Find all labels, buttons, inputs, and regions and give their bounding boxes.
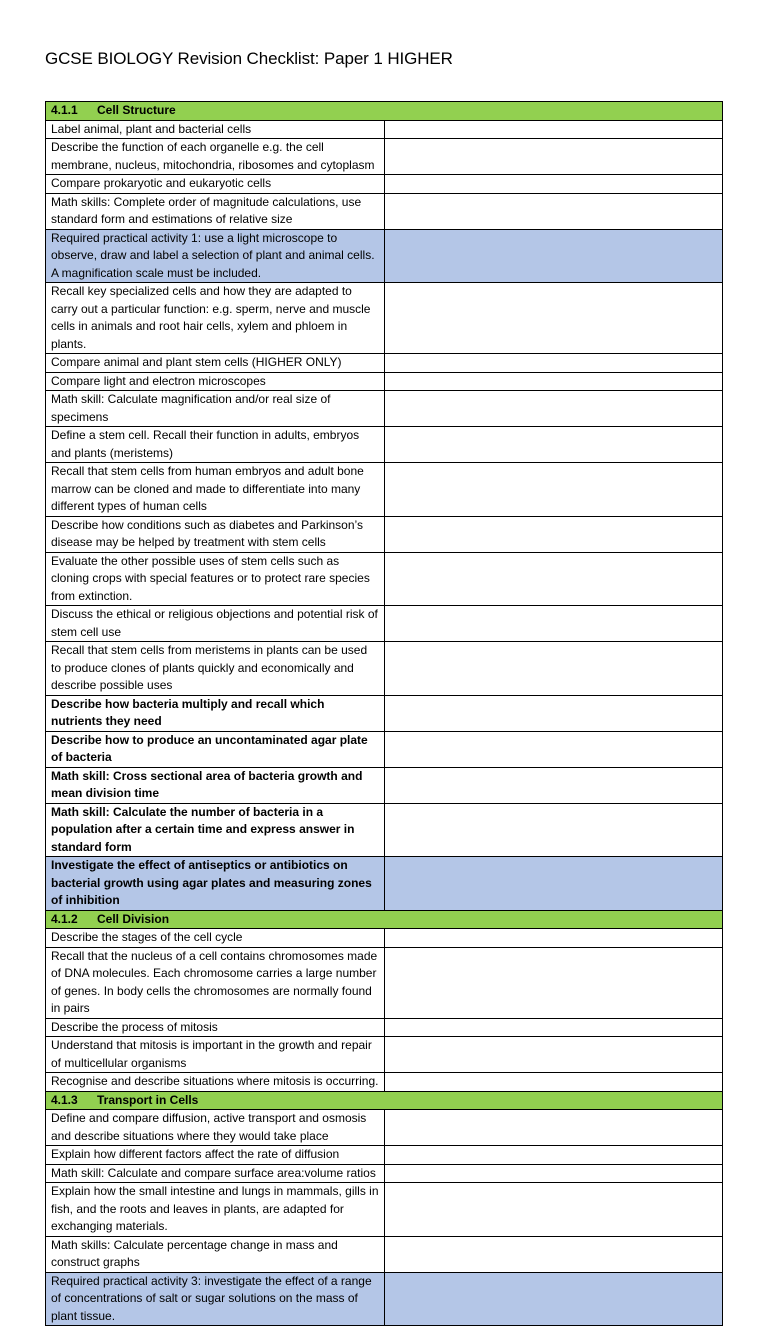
checklist-row — [46, 463, 723, 517]
tick-box-cell[interactable] — [384, 1183, 723, 1237]
checklist-item-text: Compare light and electron microscopes — [46, 372, 385, 391]
checklist-row — [46, 1183, 723, 1237]
checklist-row — [46, 947, 723, 1018]
tick-box-cell[interactable] — [384, 516, 723, 552]
checklist-row — [46, 642, 723, 696]
checklist-item-text: Describe the process of mitosis — [46, 1018, 385, 1037]
tick-box-cell[interactable] — [384, 1110, 723, 1146]
tick-box-cell[interactable] — [384, 695, 723, 731]
tick-box-cell[interactable] — [384, 1018, 723, 1037]
tick-box-cell[interactable] — [384, 427, 723, 463]
checklist-row — [46, 427, 723, 463]
checklist-item-text: Recall key specialized cells and how they are adapted to carry out a particular function: e.g. sperm, nerve and muscle cells in animals and root hair cells, xylem and phloem in plants. — [46, 283, 385, 354]
section-code: 4.1.2 — [51, 911, 78, 926]
checklist-row — [46, 1236, 723, 1272]
section-title: Transport in Cells — [97, 1092, 199, 1107]
checklist-row — [46, 552, 723, 606]
checklist-item-text: Define a stem cell. Recall their function in adults, embryos and plants (meristems) — [46, 427, 385, 463]
section-header-cell — [46, 1091, 723, 1110]
checklist-item-text: Math skill: Calculate the number of bacteria in a population after a certain time and express answer in standard form — [46, 803, 385, 857]
section-header-row — [46, 102, 723, 121]
checklist-item-text: Describe how to produce an uncontaminated agar plate of bacteria — [46, 731, 385, 767]
checklist-item-text: Describe the stages of the cell cycle — [46, 929, 385, 948]
required-practical-row — [46, 1272, 723, 1326]
checklist-row — [46, 391, 723, 427]
checklist-item-text: Required practical activity 3: investigate the effect of a range of concentrations of salt or sugar solutions on the mass of plant tissue. — [46, 1272, 385, 1326]
tick-box-cell[interactable] — [384, 463, 723, 517]
checklist-row — [46, 803, 723, 857]
checklist-item-text: Required practical activity 1: use a light microscope to observe, draw and label a selection of plant and animal cells. A magnification scale must be included. — [46, 229, 385, 283]
checklist-row — [46, 1037, 723, 1073]
checklist-item-text: Discuss the ethical or religious objections and potential risk of stem cell use — [46, 606, 385, 642]
required-practical-row — [46, 857, 723, 911]
tick-box-cell[interactable] — [384, 193, 723, 229]
checklist-row — [46, 1164, 723, 1183]
checklist-item-text: Math skill: Calculate and compare surface area:volume ratios — [46, 1164, 385, 1183]
checklist-row — [46, 929, 723, 948]
section-code: 4.1.1 — [51, 103, 78, 117]
checklist-row — [46, 175, 723, 194]
page-title: GCSE BIOLOGY Revision Checklist: Paper 1 HIGHER — [45, 49, 453, 68]
checklist-item-text: Understand that mitosis is important in the growth and repair of multicellular organisms — [46, 1037, 385, 1073]
checklist-row — [46, 354, 723, 373]
checklist-item-text: Define and compare diffusion, active transport and osmosis and describe situations where they would take place — [46, 1110, 385, 1146]
checklist-item-text: Recognise and describe situations where mitosis is occurring. — [46, 1073, 385, 1092]
tick-box-cell[interactable] — [384, 1236, 723, 1272]
tick-box-cell[interactable] — [384, 139, 723, 175]
section-header-cell — [46, 910, 723, 929]
section-header-row — [46, 910, 723, 929]
checklist-row — [46, 120, 723, 139]
checklist-item-text: Evaluate the other possible uses of stem cells such as cloning crops with special features or to protect rare species from extinction. — [46, 552, 385, 606]
checklist-item-text: Math skill: Cross sectional area of bacteria growth and mean division time — [46, 767, 385, 803]
checklist-row — [46, 1018, 723, 1037]
checklist-row — [46, 1073, 723, 1092]
tick-box-cell[interactable] — [384, 283, 723, 354]
checklist-item-text: Describe how conditions such as diabetes and Parkinson’s disease may be helped by treatment with stem cells — [46, 516, 385, 552]
tick-box-cell[interactable] — [384, 947, 723, 1018]
checklist-row — [46, 731, 723, 767]
checklist-row — [46, 516, 723, 552]
tick-box-cell[interactable] — [384, 1146, 723, 1165]
tick-box-cell[interactable] — [384, 552, 723, 606]
checklist-row — [46, 1146, 723, 1165]
checklist-row — [46, 193, 723, 229]
section-code: 4.1.3 — [51, 1092, 78, 1107]
section-title: Cell Division — [97, 911, 170, 926]
checklist-row — [46, 372, 723, 391]
section-title: Cell Structure — [97, 103, 176, 117]
checklist-item-text: Math skill: Calculate magnification and/or real size of specimens — [46, 391, 385, 427]
required-practical-row — [46, 229, 723, 283]
checklist-item-text: Label animal, plant and bacterial cells — [46, 120, 385, 139]
tick-box-cell[interactable] — [384, 642, 723, 696]
tick-box-cell[interactable] — [384, 372, 723, 391]
tick-box-cell[interactable] — [384, 175, 723, 194]
revision-checklist-table — [45, 101, 723, 1326]
checklist-item-text: Compare prokaryotic and eukaryotic cells — [46, 175, 385, 194]
tick-box-cell[interactable] — [384, 1073, 723, 1092]
checklist-item-text: Recall that stem cells from meristems in plants can be used to produce clones of plants quickly and economically and describe possible uses — [46, 642, 385, 696]
tick-box-cell[interactable] — [384, 120, 723, 139]
checklist-item-text: Explain how different factors affect the rate of diffusion — [46, 1146, 385, 1165]
tick-box-cell[interactable] — [384, 803, 723, 857]
section-header-cell — [46, 102, 723, 121]
checklist-item-text: Recall that the nucleus of a cell contains chromosomes made of DNA molecules. Each chromosome carries a large number of genes. In body cells the chromosomes are normally found in pairs — [46, 947, 385, 1018]
checklist-row — [46, 139, 723, 175]
checklist-row — [46, 1110, 723, 1146]
checklist-item-text: Math skills: Complete order of magnitude calculations, use standard form and estimations of relative size — [46, 193, 385, 229]
checklist-item-text: Investigate the effect of antiseptics or antibiotics on bacterial growth using agar plates and measuring zones of inhibition — [46, 857, 385, 911]
tick-box-cell[interactable] — [384, 606, 723, 642]
checklist-row — [46, 606, 723, 642]
checklist-row — [46, 283, 723, 354]
tick-box-cell[interactable] — [384, 391, 723, 427]
section-header-row — [46, 1091, 723, 1110]
tick-box-cell[interactable] — [384, 767, 723, 803]
checklist-item-text: Math skills: Calculate percentage change in mass and construct graphs — [46, 1236, 385, 1272]
tick-box-cell[interactable] — [384, 1037, 723, 1073]
tick-box-cell[interactable] — [384, 229, 723, 283]
checklist-row — [46, 695, 723, 731]
checklist-item-text: Describe how bacteria multiply and recall which nutrients they need — [46, 695, 385, 731]
checklist-item-text: Explain how the small intestine and lungs in mammals, gills in fish, and the roots and leaves in plants, are adapted for exchanging materials. — [46, 1183, 385, 1237]
checklist-row — [46, 767, 723, 803]
checklist-item-text: Compare animal and plant stem cells (HIGHER ONLY) — [46, 354, 385, 373]
tick-box-cell[interactable] — [384, 1272, 723, 1326]
tick-box-cell[interactable] — [384, 929, 723, 948]
tick-box-cell[interactable] — [384, 354, 723, 373]
checklist-item-text: Recall that stem cells from human embryos and adult bone marrow can be cloned and made to differentiate into many different types of human cells — [46, 463, 385, 517]
tick-box-cell[interactable] — [384, 1164, 723, 1183]
checklist-body — [46, 102, 723, 1326]
checklist-item-text: Describe the function of each organelle e.g. the cell membrane, nucleus, mitochondria, ribosomes and cytoplasm — [46, 139, 385, 175]
tick-box-cell[interactable] — [384, 731, 723, 767]
tick-box-cell[interactable] — [384, 857, 723, 911]
